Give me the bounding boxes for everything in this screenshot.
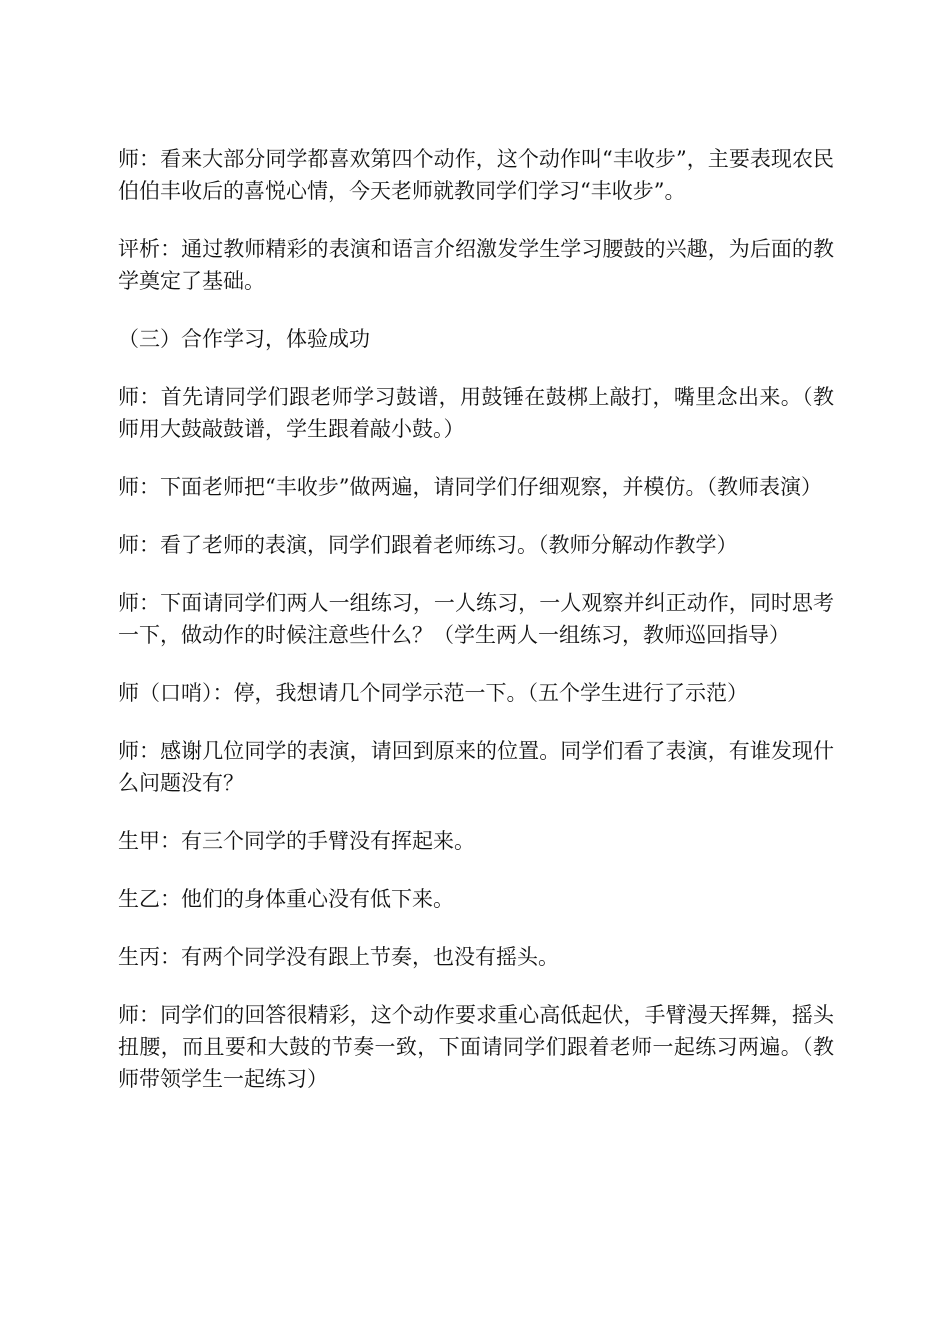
paragraph-teacher-summary: 师：同学们的回答很精彩，这个动作要求重心高低起伏，手臂漫天挥舞，摇头扭腰，而且要和大鼓的节奏一致，下面请同学们跟着老师一起练习两遍。（教师带领学生一起练习） (118, 1003, 834, 1091)
paragraph-whistle-stop: 师（口哨）：停，我想请几个同学示范一下。（五个学生进行了示范） (118, 681, 748, 705)
paragraph-student-a: 生甲：有三个同学的手臂没有挥起来。 (118, 829, 475, 853)
paragraph-follow-practice: 师：看了老师的表演，同学们跟着老师练习。（教师分解动作教学） (118, 533, 738, 557)
paragraph-teacher-fengshoubu-intro: 师：看来大部分同学都喜欢第四个动作，这个动作叫“丰收步”，主要表现农民伯伯丰收后的喜悦心情，今天老师就教同学们学习“丰收步”。 (118, 147, 834, 203)
paragraph-thanks-question: 师：感谢几位同学的表演，请回到原来的位置。同学们看了表演，有谁发现什么问题没有？ (118, 739, 834, 795)
paragraph-drum-score: 师：首先请同学们跟老师学习鼓谱，用鼓锤在鼓梆上敲打，嘴里念出来。（教师用大鼓敲鼓谱，学生跟着敲小鼓。） (118, 385, 834, 441)
paragraph-student-c: 生丙：有两个同学没有跟上节奏，也没有摇头。 (118, 945, 559, 969)
paragraph-pair-practice: 师：下面请同学们两人一组练习，一人练习，一人观察并纠正动作，同时思考一下，做动作的时候注意些什么？（学生两人一组练习，教师巡回指导） (118, 591, 834, 647)
document-body (118, 143, 834, 1095)
paragraph-demonstration: 师：下面老师把“丰收步”做两遍，请同学们仔细观察，并模仿。（教师表演） (118, 475, 822, 499)
paragraph-commentary: 评析：通过教师精彩的表演和语言介绍激发学生学习腰鼓的兴趣，为后面的教学奠定了基础。 (118, 237, 834, 293)
section-heading: （三）合作学习，体验成功 (118, 327, 370, 351)
paragraph-student-b: 生乙：他们的身体重心没有低下来。 (118, 887, 454, 911)
